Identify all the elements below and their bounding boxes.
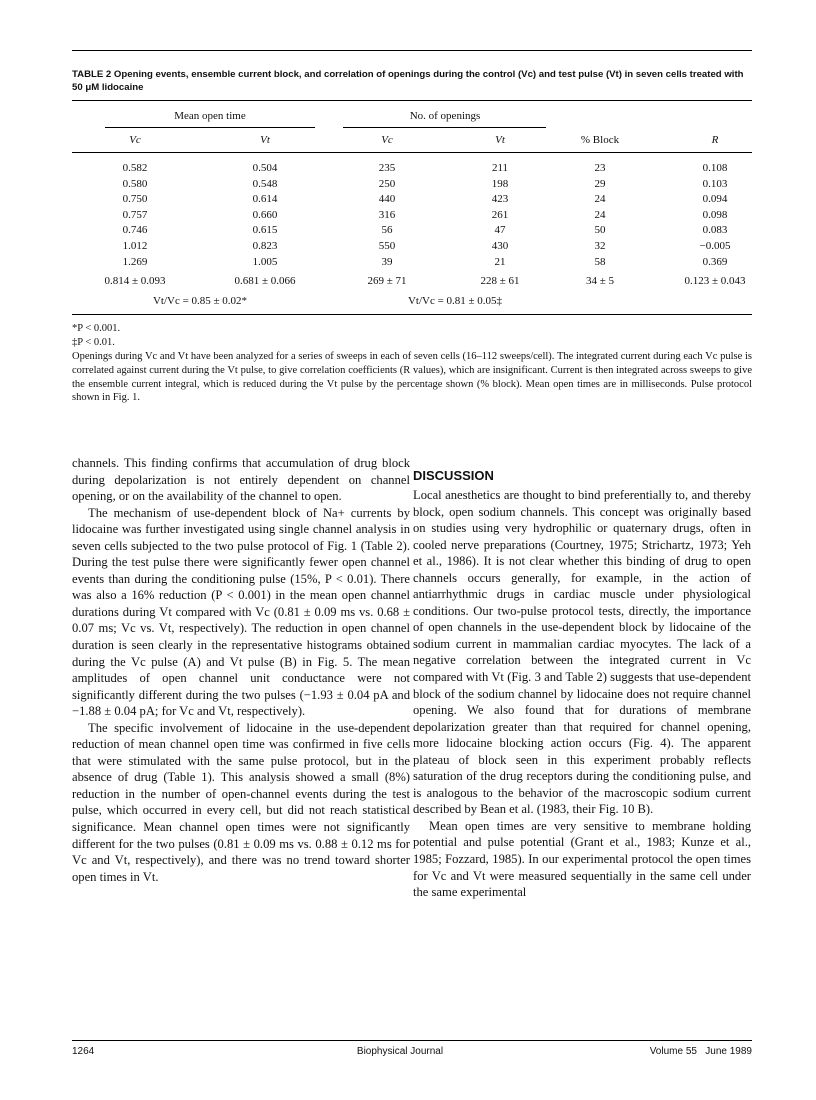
footnote-p001: *P < 0.001. <box>72 323 121 334</box>
table-cell: 423 <box>491 193 509 206</box>
table-cell: 56 <box>381 224 393 237</box>
group-header-mean-open-time: Mean open time <box>174 110 246 122</box>
table-cell: 24 <box>594 193 606 206</box>
table-cell: 250 <box>378 177 396 190</box>
table-cell: 0.083 <box>702 224 728 237</box>
table-cell: 0.103 <box>702 177 728 190</box>
top-rule <box>72 50 752 51</box>
section-heading-discussion: DISCUSSION <box>413 468 494 483</box>
table-cell: 316 <box>378 208 396 221</box>
col-header-vt-1: Vt <box>260 134 270 146</box>
volume-date: Volume 55 June 1989 <box>649 1046 752 1057</box>
table-cell: 261 <box>491 208 509 221</box>
paragraph: Mean open times are very sensitive to membrane holding potential and pulse potential (Grant et al., 1983; Kunze et al., 1985; Fozzard, 1985). In our experimental protocol the open times for Vc and Vt were measured sequentially in the same cell under the same experimental <box>413 818 751 900</box>
summary-cell: 34 ± 5 <box>585 275 615 287</box>
table-cell: 235 <box>378 162 396 174</box>
table-cell: 440 <box>378 193 396 206</box>
table-caption: TABLE 2 Opening events, ensemble current block, and correlation of openings during the control (Vc) and test pulse (Vt) in seven cells treated with 50 μM lidocaine <box>72 69 744 93</box>
col-header-vc-1: Vc <box>129 134 141 146</box>
col-header-vt-2: Vt <box>495 134 505 146</box>
table-cell: 58 <box>594 255 606 268</box>
table-cell: 0.580 <box>122 177 148 190</box>
table-note: Openings during Vc and Vt have been analyzed for a series of sweeps in each of seven cells (16–112 sweeps/cell). The integrated current during each Vc pulse is correlated against current during the Vt pulse, to give correlation coefficients (R values), which are insignificant. Current is then integrated across sweeps to give the ensemble current integral, which is reduced during the Vt pulse by the percentage shown (% block). Mean open times are in milliseconds. Pulse protocol shown in Fig. 1. <box>72 351 752 404</box>
table-cell: 0.614 <box>252 193 278 206</box>
table-cell: 1.005 <box>252 255 278 268</box>
footnote-p01: ‡P < 0.01. <box>72 337 115 348</box>
table-cell: 23 <box>594 162 606 174</box>
group-rule-no-openings <box>343 127 546 128</box>
page-number: 1264 <box>72 1046 95 1057</box>
group-header-no-openings: No. of openings <box>409 110 481 122</box>
summary-cell: 0.123 ± 0.043 <box>684 275 746 287</box>
summary-cell: 0.681 ± 0.066 <box>234 275 296 287</box>
table-cell: 0.098 <box>702 208 728 221</box>
table-cell: 50 <box>594 224 606 237</box>
summary-cell: 228 ± 61 <box>480 275 520 287</box>
table-cell: 0.108 <box>702 162 728 174</box>
table-cell: 29 <box>594 177 606 190</box>
table-cell: 0.548 <box>252 177 278 190</box>
summary-cell: 0.814 ± 0.093 <box>104 275 166 287</box>
table-cell: 0.660 <box>252 208 278 221</box>
table-cell: 0.746 <box>122 224 148 237</box>
table-cell: 550 <box>378 240 396 252</box>
ratio-open-time: Vt/Vc = 0.85 ± 0.02* <box>152 295 248 307</box>
paragraph: Local anesthetics are thought to bind preferentially to, and thereby block, open sodium channels. This concept was originally based on studies using very hydrophilic or quaternary drugs, often in cooled nerve preparations (Courtney, 1975; Strichartz, 1973; Yeh et al., 1986). It is not clear whether this binding of drug to open channels occurs generally, for example, in the action of antiarrhythmic drugs in cardiac muscle under physiological conditions. Our two-pulse protocol tests, directly, the importance of open channels in the use-dependent block by lidocaine of the sodium current in mammalian cardiac myocytes. The lack of a negative correlation between the integrated current in Vc compared with Vt (Fig. 3 and Table 2) suggests that use-dependent block of the sodium channel by lidocaine does not require channel opening. We also found that for durations of membrane depolarization greater than that required for channel opening, more lidocaine blocking action occurs (Fig. 4). The apparent plateau of block seen in this experiment probably reflects saturation of the drug receptors during the conditioning pulse, and is analogous to the behavior of the macroscopic sodium current described by Bean et al. (1983, their Fig. 10 B). <box>413 488 751 817</box>
table-cell: 0.823 <box>252 240 278 252</box>
table-header-rule <box>72 152 752 153</box>
summary-cell: 269 ± 71 <box>367 275 407 287</box>
paragraph: channels. This finding confirms that accumulation of drug block during depolarization is not entirely dependent on channel opening, or on the availability of the channel to open. <box>72 456 410 504</box>
table-cell: 24 <box>594 208 606 221</box>
ratio-openings: Vt/Vc = 0.81 ± 0.05‡ <box>407 295 503 307</box>
table-cell: 47 <box>494 224 506 237</box>
table-cell: 1.269 <box>122 255 148 268</box>
table-cell: 211 <box>491 162 509 174</box>
col-header-vc-2: Vc <box>381 134 393 146</box>
table-cell: 0.757 <box>122 208 148 221</box>
journal-name: Biophysical Journal <box>356 1046 444 1057</box>
table-cell: 21 <box>494 255 506 268</box>
group-rule-mean-open-time <box>105 127 315 128</box>
table-cell: 0.750 <box>122 193 148 206</box>
table-cell: 0.504 <box>252 162 278 174</box>
left-column <box>72 455 410 885</box>
table-cell: −0.005 <box>699 240 731 252</box>
right-column <box>413 468 751 901</box>
table-cell: 198 <box>491 177 509 190</box>
table-cell: 39 <box>381 255 393 268</box>
table-cell: 0.094 <box>702 193 728 206</box>
table-cell: 0.615 <box>252 224 278 237</box>
table-cell: 0.582 <box>122 162 148 174</box>
table-cell: 1.012 <box>122 240 148 252</box>
table-top-rule <box>72 100 752 101</box>
table-cell: 32 <box>594 240 606 252</box>
paragraph: The mechanism of use-dependent block of Na+ currents by lidocaine was further investigated using single channel analysis in seven cells subjected to the two pulse protocol of Fig. 1 (Table 2). During the test pulse there were significantly fewer open channel events than during the conditioning pulse (15%, P < 0.01). There was also a 16% reduction (P < 0.001) in the mean open channel durations during Vt compared with Vc (0.81 ± 0.09 ms vs. 0.68 ± 0.07 ms; Vc vs. Vt, respectively). The reduction in open channel duration is seen clearly in the representative histograms obtained during the Vc pulse (A) and Vt pulse (B) in Fig. 5. The mean amplitudes of open channel unit conductance were not significantly different during the two pulses (−1.93 ± 0.04 pA and −1.88 ± 0.04 pA; for Vc and Vt, respectively). <box>72 505 410 719</box>
paragraph: The specific involvement of lidocaine in the use-dependent reduction of mean channel open time was confirmed in five cells that were stimulated with the same pulse protocol, but in the absence of drug (Table 1). This analysis showed a small (8%) reduction in the number of open-channel events during the test pulse, which occurred in every cell, but did not reach statistical significance. Mean channel open times were not significantly different for the two pulses (0.81 ± 0.09 ms vs. 0.88 ± 0.12 ms for Vc and Vt, respectively), and there was no trend toward shorter open times in Vt. <box>72 720 410 884</box>
col-header-block: % Block <box>580 134 620 146</box>
col-header-r: R <box>711 134 719 146</box>
footer-rule <box>72 1040 752 1041</box>
table-bottom-rule <box>72 314 752 315</box>
table-cell: 430 <box>491 240 509 252</box>
table-cell: 0.369 <box>702 255 728 268</box>
